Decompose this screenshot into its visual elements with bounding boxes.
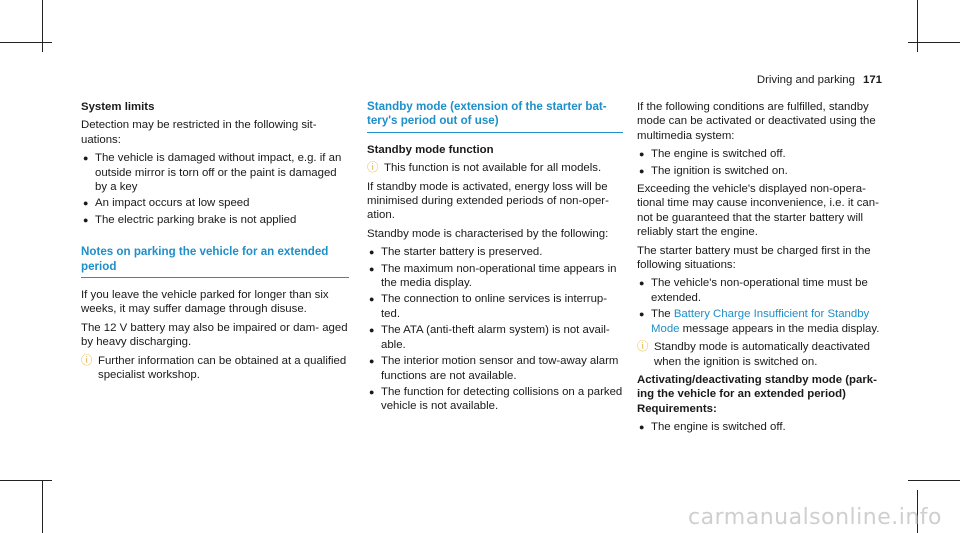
bullet-icon: ● [639, 309, 645, 320]
info-note: ⓘ This function is not available for all models. [367, 162, 602, 175]
bullet-icon: ● [639, 165, 645, 176]
list-item: ● The Battery Charge Insufficient for Standby Mode message appears in the media display. [639, 308, 880, 335]
crop-mark [0, 42, 52, 43]
standby-paragraph-1: If standby mode is activated, energy loss will be minimised during extended periods of non-oper‐ ation. [367, 180, 609, 222]
bullet-icon: ● [83, 214, 89, 225]
system-limits-intro: Detection may be restricted in the following sit‐ uations: [81, 119, 317, 146]
bullet-icon: ● [369, 294, 375, 305]
notes-paragraph-2: The 12 V battery may also be impaired or dam‐ aged by heavy discharging. [81, 321, 348, 349]
exceeding-paragraph: Exceeding the vehicle's displayed non-opera‐ tional time may cause inconvenience, i.e. it can‐ not be guaranteed that the starter battery will reliably start the engine. [637, 183, 879, 239]
charge-paragraph: The starter battery must be charged first in the following situations: [637, 244, 871, 272]
conditions-list [637, 147, 893, 178]
notes-paragraph-1: If you leave the vehicle parked for longer than six weeks, it may suffer damage through disuse. [81, 289, 329, 316]
crop-mark [42, 480, 43, 533]
requirements-list [637, 420, 893, 434]
list-item: ● The maximum non-operational time appears in the media display. [369, 262, 617, 290]
list-item: ● The vehicle is damaged without impact, e.g. if an outside mirror is torn off or the paint is damaged by a key [83, 152, 342, 194]
crop-mark [917, 0, 918, 52]
list-item: ● The connection to online services is interrup‐ ted. [369, 293, 608, 320]
page-header [757, 73, 882, 87]
crop-mark [908, 480, 960, 481]
info-icon: ⓘ [367, 162, 379, 175]
page-number: 171 [862, 74, 882, 86]
system-limits-list [81, 151, 349, 227]
watermark: carmanualsonline.info [688, 505, 942, 530]
bullet-icon: ● [83, 153, 89, 164]
info-note: ⓘ Standby mode is automatically deactivated when the ignition is switched on. [637, 341, 870, 368]
list-item: ● The function for detecting collisions on a parked vehicle is not available. [369, 385, 623, 413]
info-icon: ⓘ [637, 341, 649, 354]
standby-section-title: Standby mode (extension of the starter bat‐ tery's period out of use) [367, 100, 623, 133]
standby-paragraph-2: Standby mode is characterised by the following: [367, 227, 609, 240]
display-message-link[interactable]: Battery Charge Insufficient for Standby Mode [651, 308, 870, 335]
bullet-icon: ● [369, 325, 375, 336]
column-2 [367, 100, 623, 418]
notes-section-title: Notes on parking the vehicle for an extended period [81, 245, 349, 278]
system-limits-heading: System limits [81, 101, 155, 113]
list-item: ● An impact occurs at low speed [83, 197, 250, 210]
requirements-heading: Requirements: [637, 402, 717, 415]
bullet-icon: ● [639, 278, 645, 289]
list-item: ● The starter battery is preserved. [369, 246, 543, 259]
list-item: ● The engine is switched off. [639, 148, 786, 161]
list-item: ● The vehicle's non-operational time must be extended. [639, 277, 868, 304]
column-1 [81, 100, 349, 387]
section-title: Driving and parking [756, 74, 855, 86]
bullet-icon: ● [639, 149, 645, 160]
info-note: ⓘ Further information can be obtained at a qualified specialist workshop. [81, 354, 347, 382]
list-item: ● The ATA (anti-theft alarm system) is not avail‐ able. [369, 324, 610, 351]
bullet-icon: ● [369, 386, 375, 397]
list-item: ● The engine is switched off. [639, 421, 786, 434]
standby-list [367, 245, 623, 413]
crop-mark [0, 480, 52, 481]
bullet-icon: ● [369, 263, 375, 274]
bullet-icon: ● [639, 422, 645, 433]
bullet-icon: ● [369, 247, 375, 258]
bullet-icon: ● [83, 198, 89, 209]
bullet-icon: ● [369, 356, 375, 367]
info-icon: ⓘ [81, 354, 93, 367]
activating-heading: Activating/deactivating standby mode (park‐ ing the vehicle for an extended period) [637, 373, 877, 401]
list-item: ● The ignition is switched on. [639, 164, 788, 177]
conditions-paragraph: If the following conditions are fulfilled, standby mode can be activated or deactivated using the multimedia system: [637, 101, 876, 142]
crop-mark [42, 0, 43, 52]
charge-list [637, 276, 893, 336]
crop-mark [908, 42, 960, 43]
column-3 [637, 100, 893, 439]
list-item: ● The electric parking brake is not applied [83, 213, 297, 226]
list-item: ● The interior motion sensor and tow-away alarm functions are not available. [369, 355, 619, 382]
standby-function-heading: Standby mode function [367, 143, 494, 156]
